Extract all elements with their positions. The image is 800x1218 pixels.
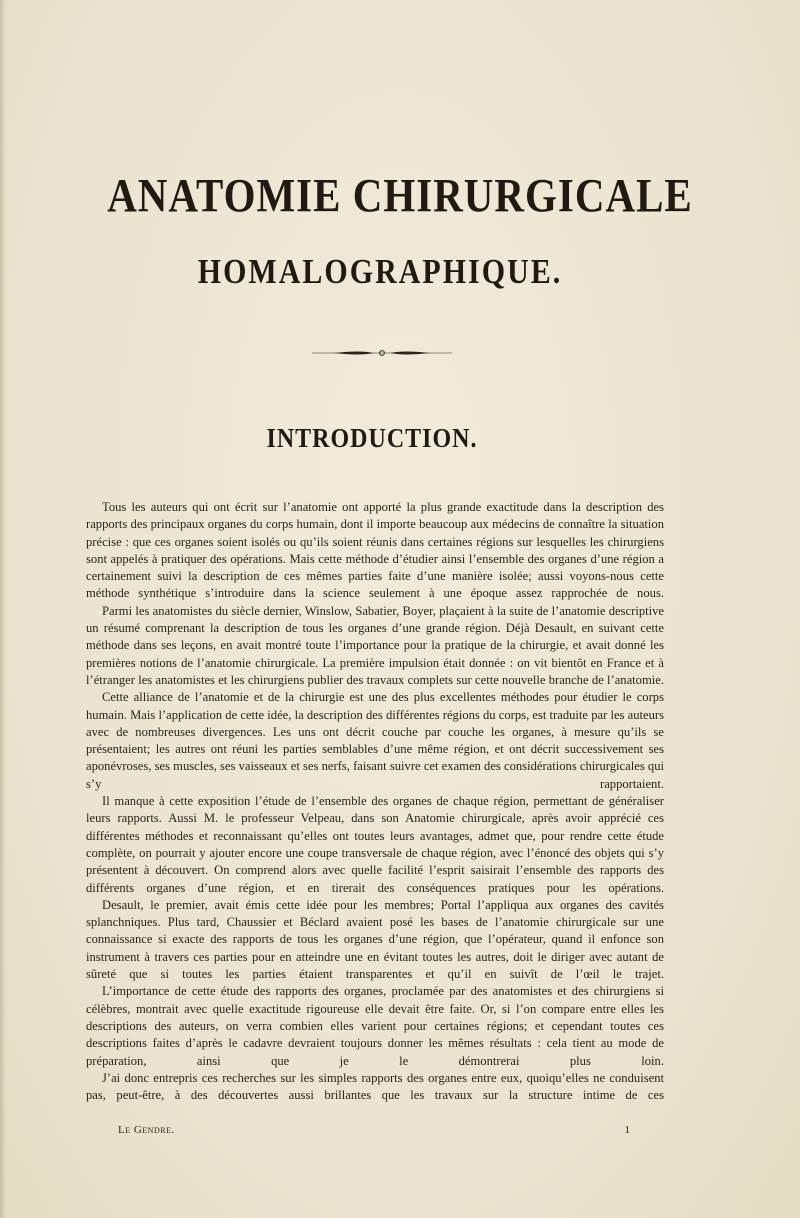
ornament-divider-icon [312, 350, 452, 356]
page-footer [118, 1124, 630, 1136]
paragraph: L’importance de cette étude des rapports des organes, proclamée par des anatomistes et des chirurgiens si célèbres, montrait avec quelle exactitude rigoureuse elle devait être faite. Or, si l’on compare entre elles les descriptions des auteurs, on verra combien elles varient pour certaines régions; et cependant toutes ces descriptions faites d’après le cadavre devraient toujours donner les mêmes résultats : cela tient au mode de préparation, ainsi que je le démontrerai plus loin. [86, 984, 664, 1068]
printer-signature: Le Gendre. [118, 1124, 175, 1136]
paragraph: Il manque à cette exposition l’étude de l’ensemble des organes de chaque région, permettant de généraliser leurs rapports. Aussi M. le professeur Velpeau, dans son Anatomie chirurgicale, après avoir apprécié ces différentes méthodes et reconnaissant qu’elles ont toutes leurs avantages, admet que, pour rendre cette étude complète, on pourrait y ajouter encore une coupe transversale de chaque région, avec l’énoncé des objets qui s’y présentent à découvert. On comprend alors avec quelle facilité l’esprit saisirait l’ensemble des rapports des différents organes d’une région, et en tirerait des conséquences pratiques pour les opérations. [86, 794, 664, 895]
paragraph: Desault, le premier, avait émis cette idée pour les membres; Portal l’appliqua aux organes des cavités splanchniques. Plus tard, Chaussier et Béclard avaient posé les bases de l’anatomie chirurgicale sur une connaissance si exacte des rapports de tous les organes d’une région, que l’opérateur, quand il enfonce son instrument à travers ces parties pour en atteindre une en évitant toutes les autres, doit le diriger avec autant de sûreté que si toutes les parties étaient transparentes et qu’il en suivît de l’œil le trajet. [86, 897, 664, 982]
subtitle: HOMALOGRAPHIQUE. [197, 253, 563, 291]
section-heading: INTRODUCTION. [266, 424, 478, 454]
main-title: ANATOMIE CHIRURGICALE [107, 169, 693, 223]
paragraph: J’ai donc entrepris ces recherches sur les simples rapports des organes entre eux, quoiqu’elles ne conduisent pas, peut-être, à des découvertes aussi brillantes que les travaux sur la structure intime de ces [86, 1070, 664, 1103]
paragraph: Cette alliance de l’anatomie et de la chirurgie est une des plus excellentes méthodes pour étudier le corps humain. Mais l’application de cette idée, la description des différentes régions du corps, est traduite par les auteurs avec de nombreuses divergences. Les uns ont décrit couche par couche les organes, à mesure qu’ils se présentaient; les autres ont réuni les parties semblables d’une même région, et ont décrit successivement ses aponévroses, ses muscles, ses vaisseaux et ses nerfs, faisant suivre cet examen des considérations chirurgicales qui s’y rapportaient. [86, 690, 664, 791]
body-text [86, 499, 664, 1104]
page-number: 1 [624, 1124, 630, 1136]
paragraph: Parmi les anatomistes du siècle dernier, Winslow, Sabatier, Boyer, plaçaient à la suite de l’anatomie descriptive un résumé comprenant la description de tous les organes d’une grande région. Déjà Desault, en suivant cette méthode dans ses leçons, en avait montré toute l’importance pour la pratique de la chirurgie, et avait donné les premières notions de l’anatomie chirurgicale. La première impulsion était donnée : on vit bientôt en France et à l’étranger les anatomistes et les chirurgiens publier des travaux complets sur cette nouvelle branche de l’anatomie. [86, 603, 664, 687]
paragraph: Tous les auteurs qui ont écrit sur l’anatomie ont apporté la plus grande exactitude dans la description des rapports des principaux organes du corps humain, dont il importe beaucoup aux médecins de connaître la situation précise : que ces organes soient isolés ou qu’ils soient réunis dans certaines régions sur lesquelles les chirurgiens sont appelés à pratiquer des opérations. Mais cette méthode d’étudier ainsi l’ensemble des organes d’une région a certainement suivi la description de ces mêmes parties faite d’une manière isolée; aussi voyons-nous cette méthode synthétique s’introduire dans la science seulement à une époque assez rapprochée de nous. [86, 500, 664, 601]
